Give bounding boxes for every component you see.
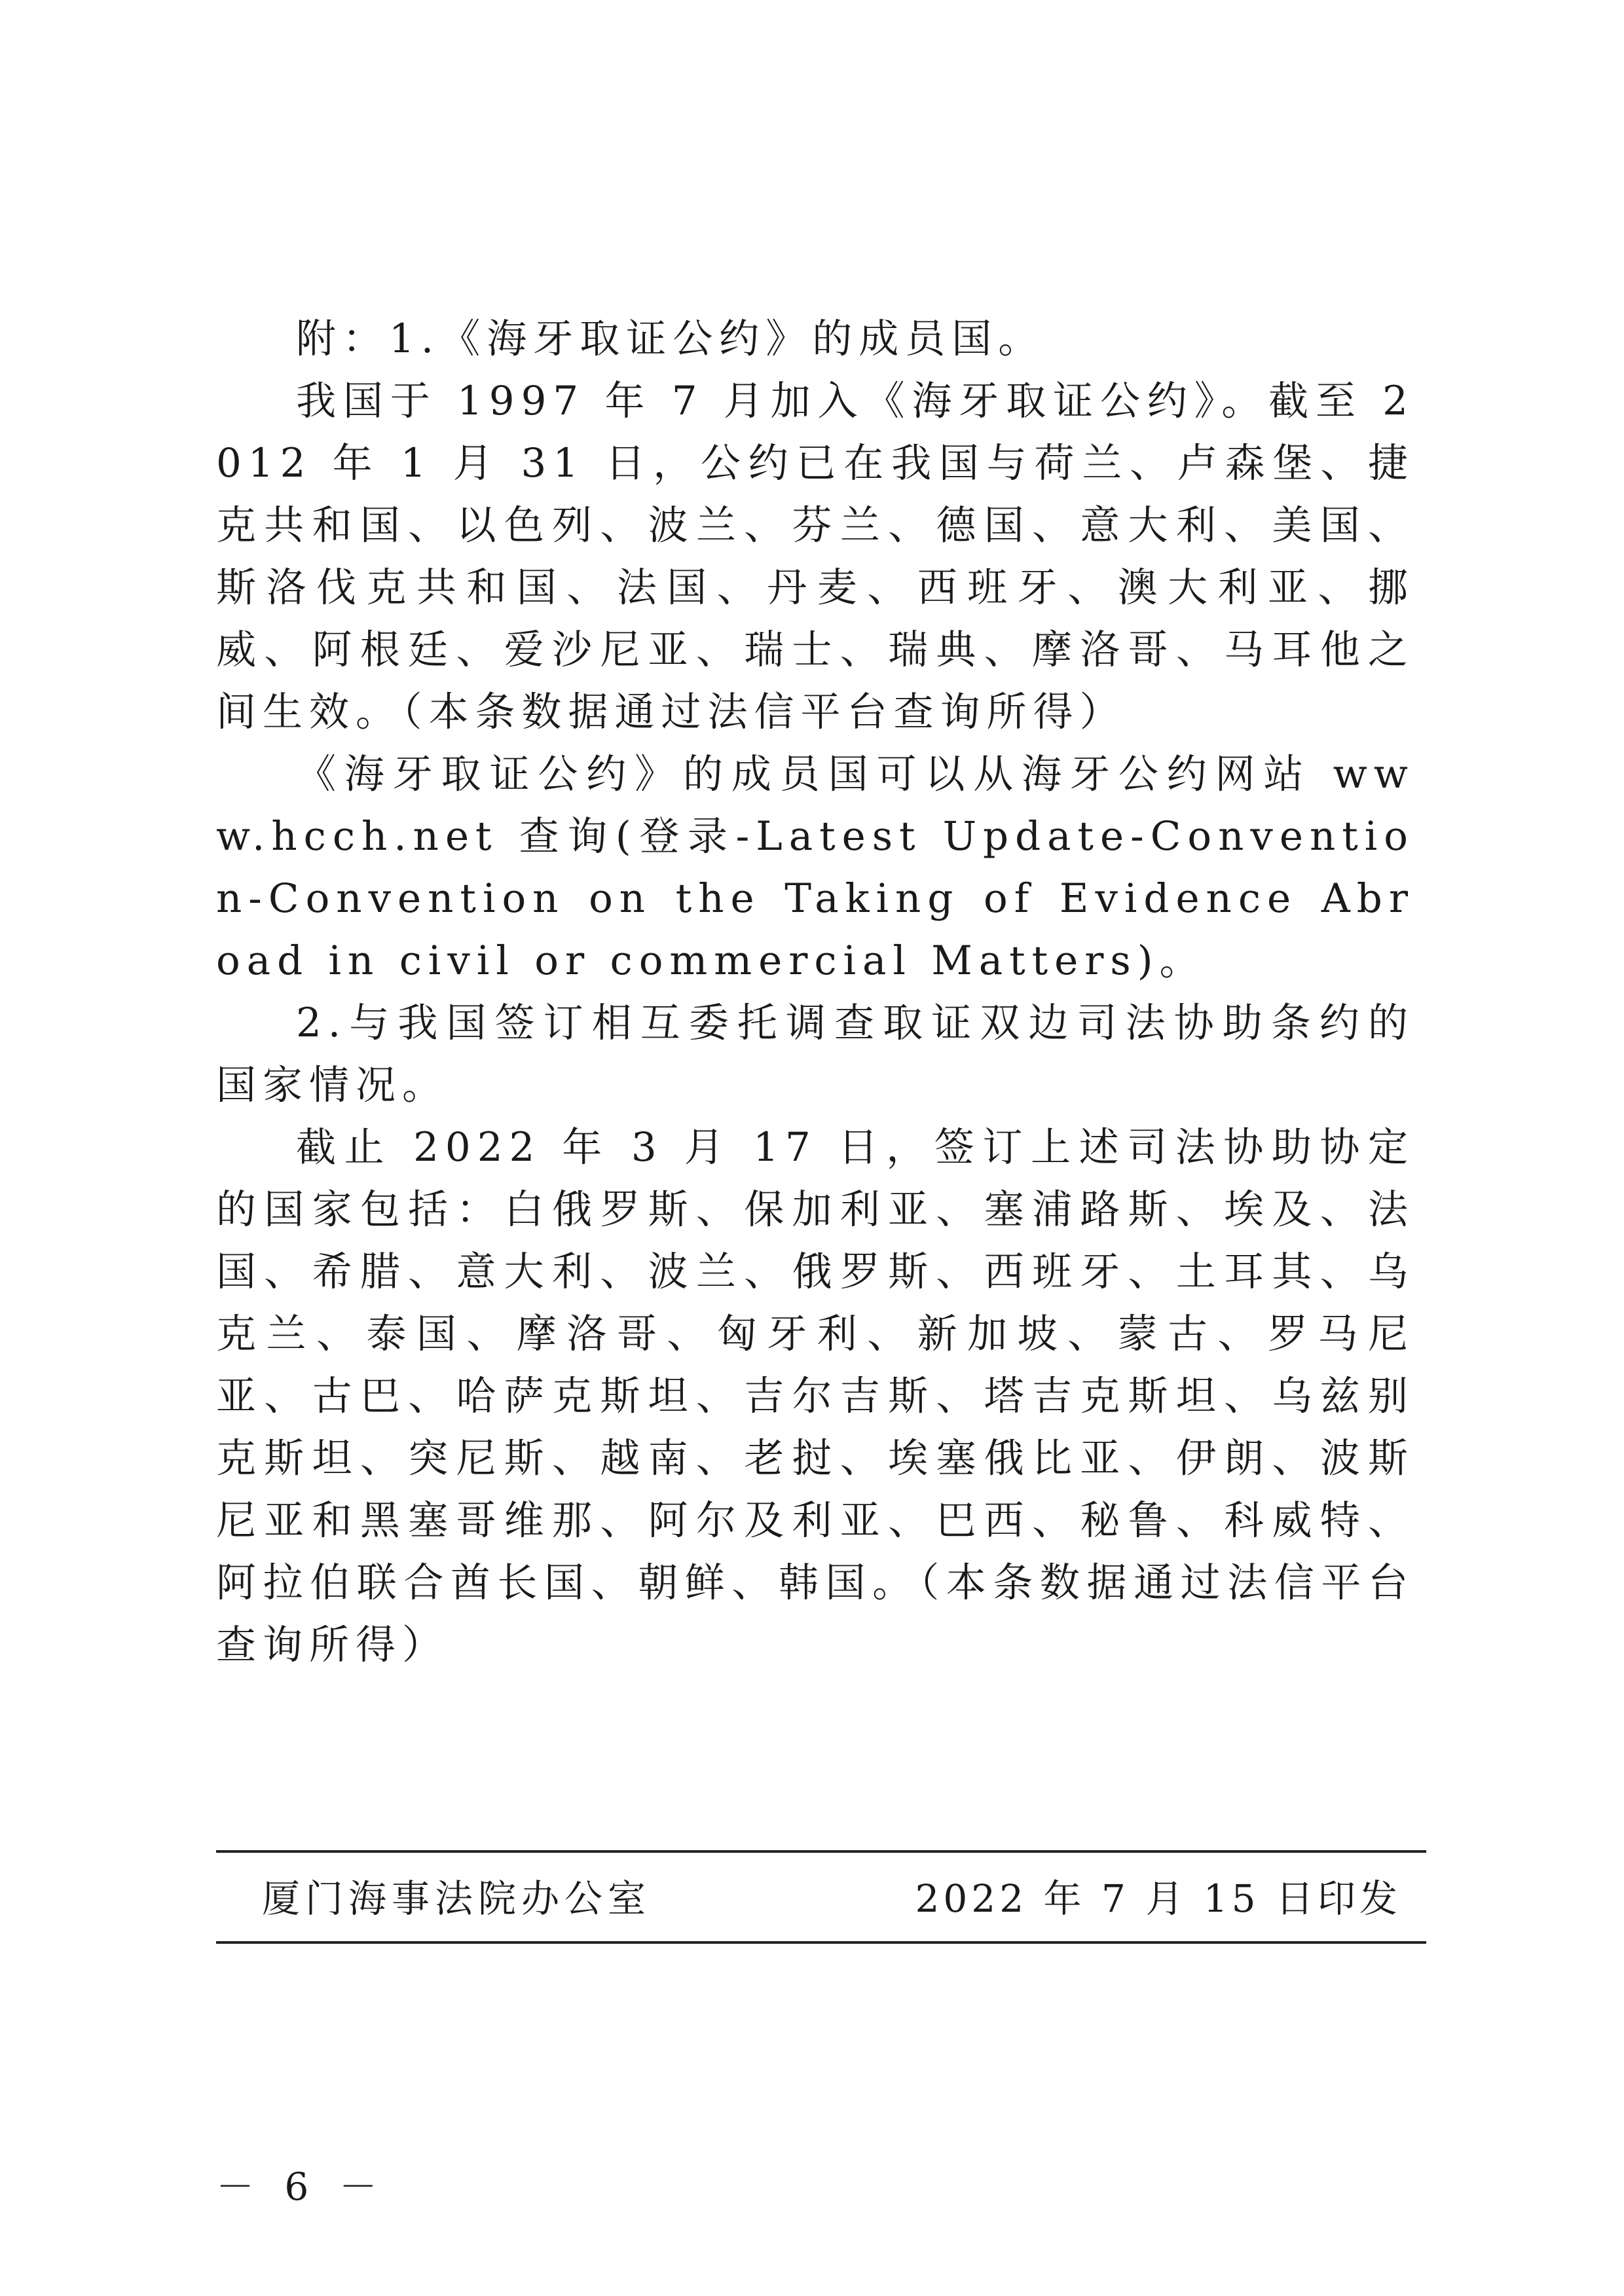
attachment-2-heading: 2.与我国签订相互委托调查取证双边司法协助条约的国家情况。 — [216, 1000, 1414, 1108]
footer-bottom-rule — [216, 1941, 1426, 1944]
hague-convention-members-paragraph: 我国于 1997 年 7 月加入《海牙取证公约》。截至 2012 年 1 月 31 日，公约已在我国与荷兰、卢森堡、捷克共和国、以色列、波兰、芬兰、德国、意大利、美国、斯洛伐克共和国、法国、丹麦、西班牙、澳大利亚、挪威、阿根廷、爱沙尼亚、瑞士、瑞典、摩洛哥、马耳他之间生效。（本条数据通过法信平台查询所得） — [216, 378, 1414, 735]
issue-date: 2022 年 7 月 15 日印发 — [915, 1876, 1401, 1921]
hcch-website-paragraph: 《海牙取证公约》的成员国可以从海牙公约网站 www.hcch.net 查询(登录-Latest Update-Convention-Convention on the Taking of Evidence Abroad in civil or commercial Matters)。 — [216, 751, 1414, 984]
page-number: － 6 － — [216, 2164, 386, 2209]
bilateral-treaty-countries-paragraph: 截止 2022 年 3 月 17 日，签订上述司法协助协定的国家包括：白俄罗斯、保加利亚、塞浦路斯、埃及、法国、希腊、意大利、波兰、俄罗斯、西班牙、土耳其、乌克兰、泰国、摩洛哥、匈牙利、新加坡、蒙古、罗马尼亚、古巴、哈萨克斯坦、吉尔吉斯、塔吉克斯坦、乌兹别克斯坦、突尼斯、越南、老挝、埃塞俄比亚、伊朗、波斯尼亚和黑塞哥维那、阿尔及利亚、巴西、秘鲁、科威特、阿拉伯联合酋长国、朝鲜、韩国。（本条数据通过法信平台查询所得） — [216, 1124, 1414, 1668]
footer-top-rule — [216, 1850, 1426, 1853]
attachment-1-heading: 附：1.《海牙取证公约》的成员国。 — [296, 316, 1045, 362]
issuing-office: 厦门海事法院办公室 — [262, 1876, 652, 1921]
document-body — [216, 308, 1414, 1676]
